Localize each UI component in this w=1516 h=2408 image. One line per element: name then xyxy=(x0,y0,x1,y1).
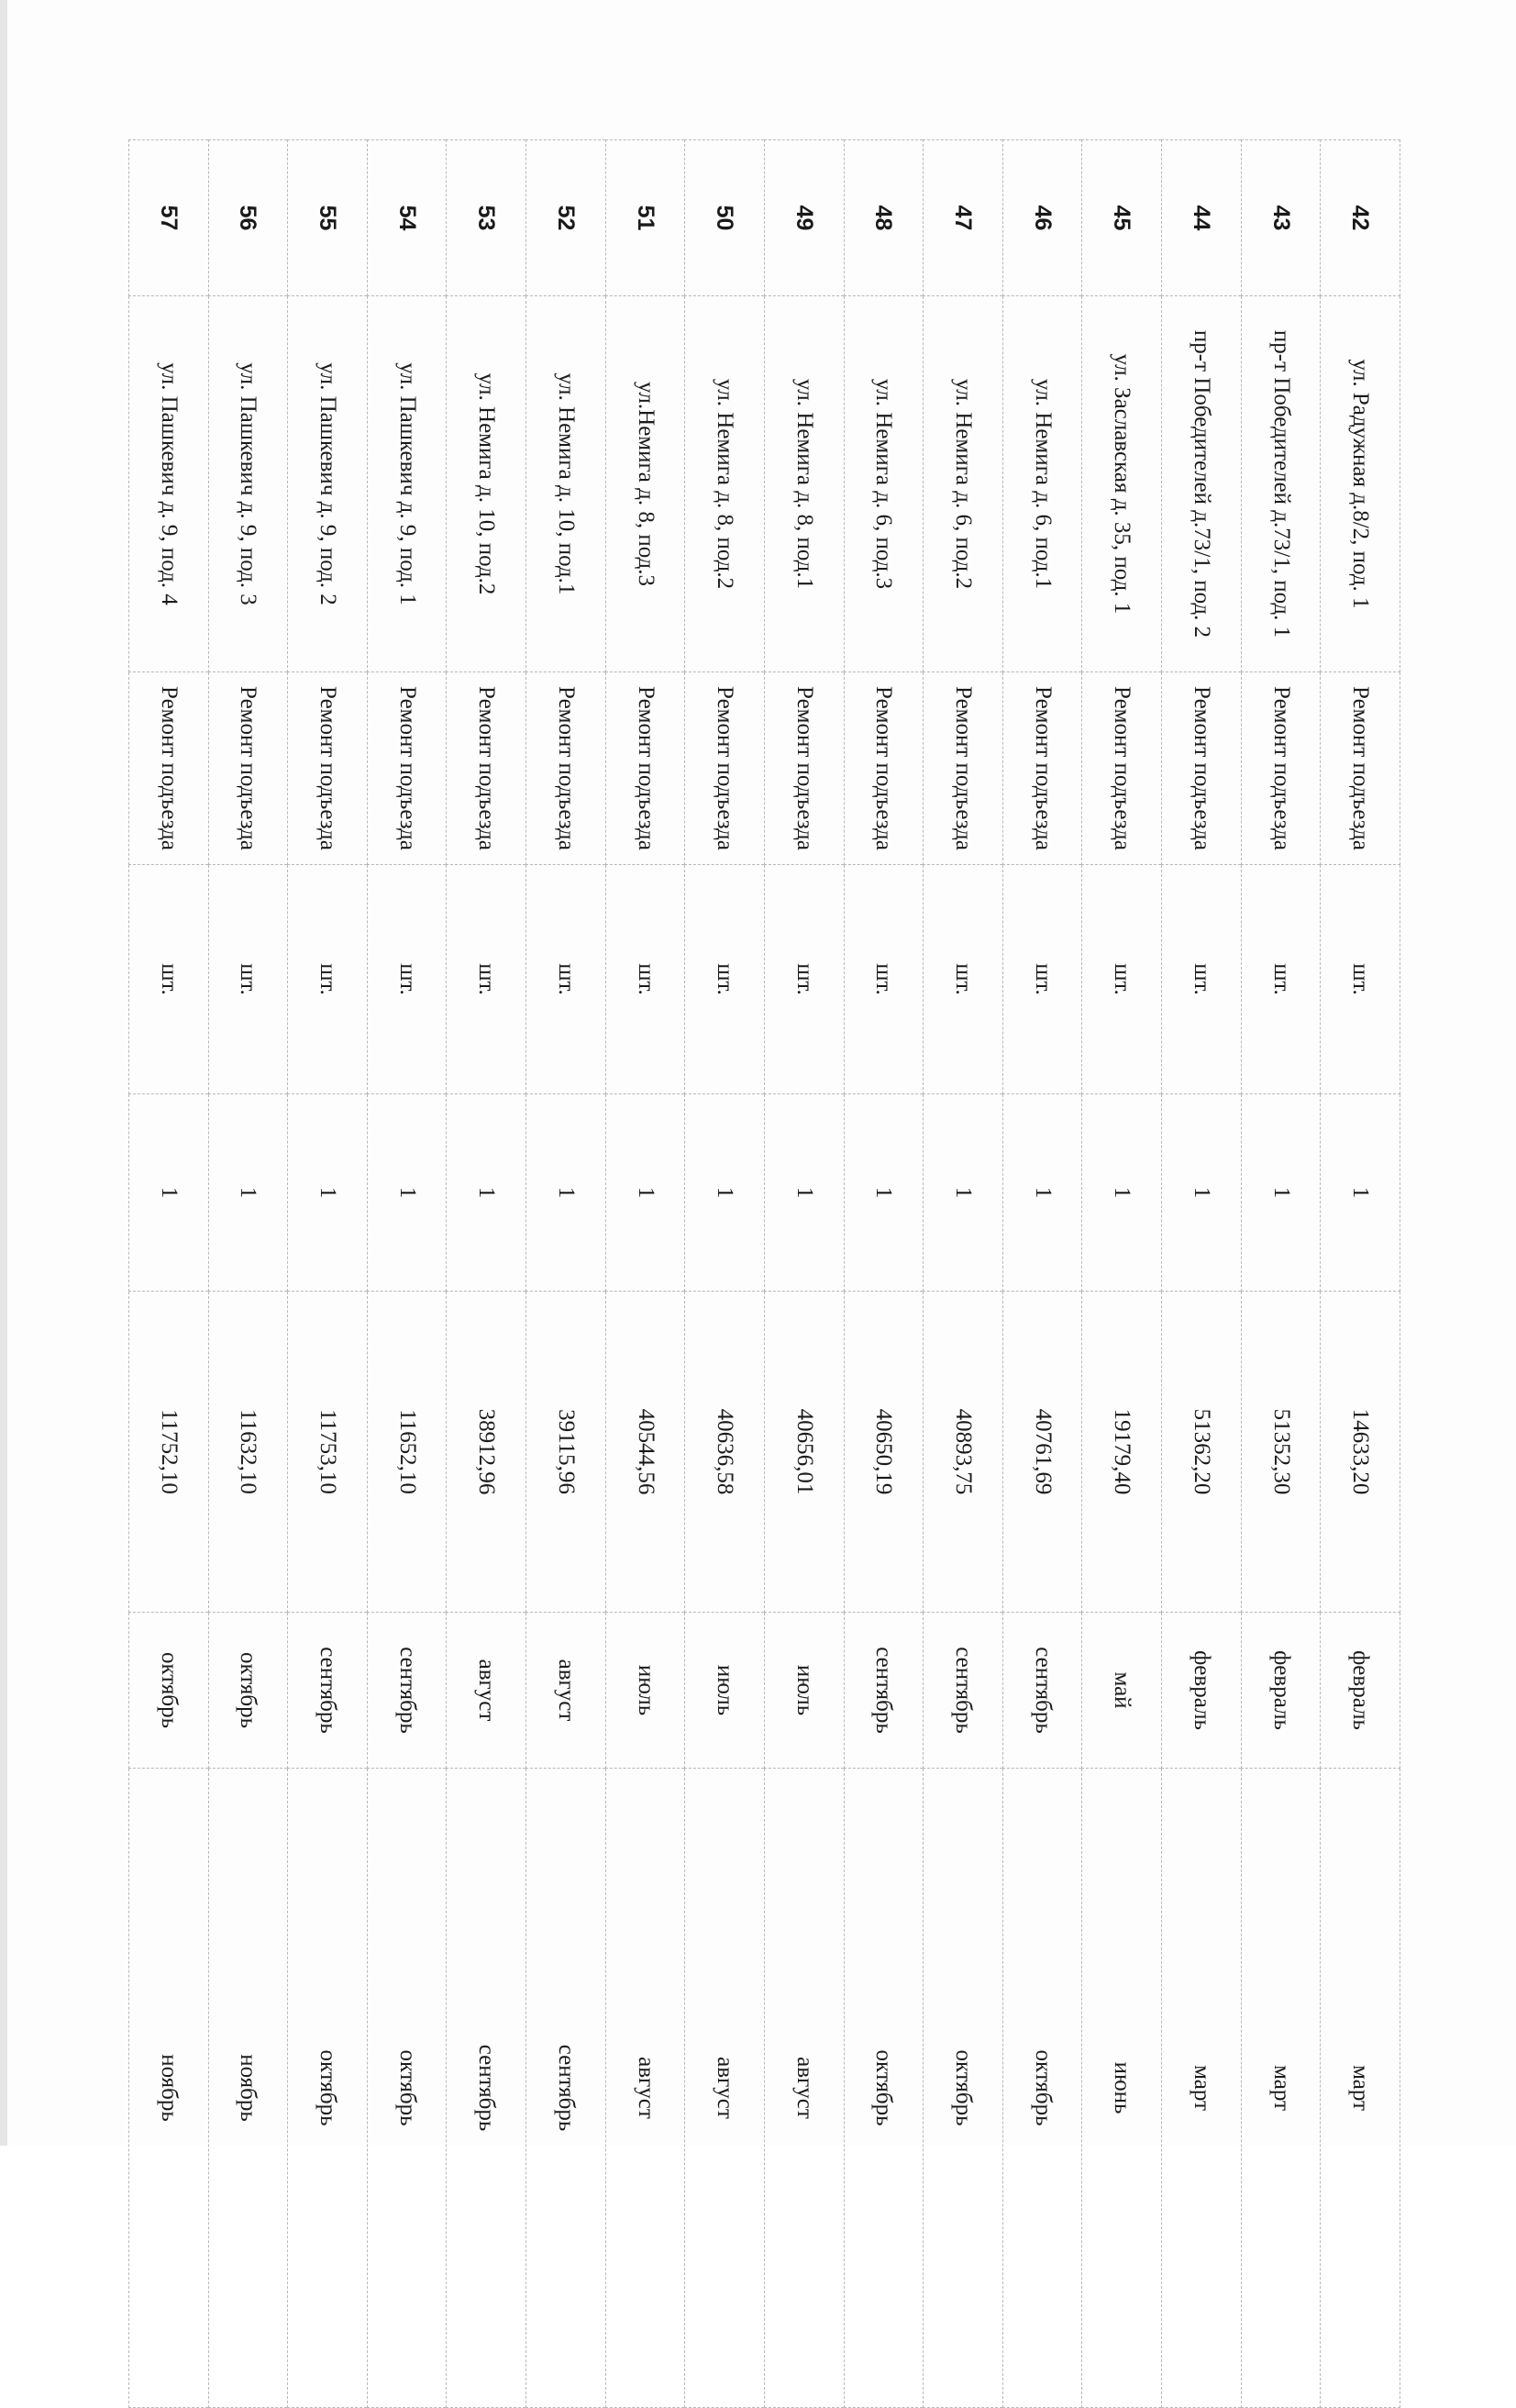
table-row xyxy=(1162,140,1242,2408)
end-month-cell: март xyxy=(1162,1769,1242,2408)
row-number: 48 xyxy=(844,140,924,296)
address-cell: ул. Немига д. 8, под.2 xyxy=(685,296,765,672)
row-number: 53 xyxy=(447,140,526,296)
start-month-cell: июль xyxy=(605,1613,685,1769)
row-number: 52 xyxy=(526,140,606,296)
unit-cell: шт. xyxy=(1002,865,1082,1094)
cost-cell: 11752,10 xyxy=(129,1292,209,1613)
cost-cell: 40650,19 xyxy=(844,1292,924,1613)
cost-cell: 51362,20 xyxy=(1162,1292,1242,1613)
repair-schedule-table xyxy=(128,139,1400,2408)
quantity-cell: 1 xyxy=(1162,1094,1242,1292)
cost-cell: 14633,20 xyxy=(1321,1292,1400,1613)
work-type-cell: Ремонт подъезда xyxy=(1082,672,1162,865)
table-row xyxy=(924,140,1003,2408)
address-cell: ул. Радужная д.8/2, под. 1 xyxy=(1321,296,1400,672)
table-row xyxy=(1321,140,1400,2408)
table-row xyxy=(447,140,526,2408)
work-type-cell: Ремонт подъезда xyxy=(208,672,288,865)
work-type-cell: Ремонт подъезда xyxy=(367,672,447,865)
address-cell: ул. Немига д. 6, под.1 xyxy=(1002,296,1082,672)
end-month-cell: октябрь xyxy=(924,1769,1003,2408)
work-type-cell: Ремонт подъезда xyxy=(129,672,209,865)
start-month-cell: октябрь xyxy=(129,1613,209,1769)
work-type-cell: Ремонт подъезда xyxy=(765,672,845,865)
start-month-cell: август xyxy=(526,1613,606,1769)
cost-cell: 40544,56 xyxy=(605,1292,685,1613)
quantity-cell: 1 xyxy=(208,1094,288,1292)
unit-cell: шт. xyxy=(288,865,368,1094)
cost-cell: 11652,10 xyxy=(367,1292,447,1613)
table-body xyxy=(129,140,1400,2408)
end-month-cell: октябрь xyxy=(367,1769,447,2408)
quantity-cell: 1 xyxy=(129,1094,209,1292)
end-month-cell: сентябрь xyxy=(447,1769,526,2408)
table-row xyxy=(844,140,924,2408)
start-month-cell: май xyxy=(1082,1613,1162,1769)
work-type-cell: Ремонт подъезда xyxy=(288,672,368,865)
quantity-cell: 1 xyxy=(844,1094,924,1292)
cost-cell: 40656,01 xyxy=(765,1292,845,1613)
cost-cell: 11632,10 xyxy=(208,1292,288,1613)
quantity-cell: 1 xyxy=(924,1094,1003,1292)
end-month-cell: октябрь xyxy=(844,1769,924,2408)
unit-cell: шт. xyxy=(605,865,685,1094)
quantity-cell: 1 xyxy=(1082,1094,1162,1292)
row-number: 56 xyxy=(208,140,288,296)
address-cell: ул. Немига д. 10, под.1 xyxy=(526,296,606,672)
end-month-cell: август xyxy=(765,1769,845,2408)
address-cell: ул. Пашкевич д. 9, под. 3 xyxy=(208,296,288,672)
quantity-cell: 1 xyxy=(605,1094,685,1292)
table-row xyxy=(605,140,685,2408)
end-month-cell: август xyxy=(605,1769,685,2408)
address-cell: ул. Немига д. 6, под.2 xyxy=(924,296,1003,672)
end-month-cell: ноябрь xyxy=(129,1769,209,2408)
work-type-cell: Ремонт подъезда xyxy=(1162,672,1242,865)
table-row xyxy=(685,140,765,2408)
address-cell: пр-т Победителей д.73/1, под. 2 xyxy=(1162,296,1242,672)
start-month-cell: июль xyxy=(765,1613,845,1769)
start-month-cell: сентябрь xyxy=(288,1613,368,1769)
cost-cell: 11753,10 xyxy=(288,1292,368,1613)
unit-cell: шт. xyxy=(1241,865,1321,1094)
quantity-cell: 1 xyxy=(367,1094,447,1292)
end-month-cell: август xyxy=(685,1769,765,2408)
unit-cell: шт. xyxy=(447,865,526,1094)
end-month-cell: март xyxy=(1321,1769,1400,2408)
start-month-cell: сентябрь xyxy=(367,1613,447,1769)
table-row xyxy=(288,140,368,2408)
end-month-cell: июнь xyxy=(1082,1769,1162,2408)
end-month-cell: ноябрь xyxy=(208,1769,288,2408)
unit-cell: шт. xyxy=(924,865,1003,1094)
cost-cell: 39115,96 xyxy=(526,1292,606,1613)
work-type-cell: Ремонт подъезда xyxy=(924,672,1003,865)
quantity-cell: 1 xyxy=(526,1094,606,1292)
start-month-cell: июль xyxy=(685,1613,765,1769)
quantity-cell: 1 xyxy=(1002,1094,1082,1292)
address-cell: ул. Пашкевич д. 9, под. 2 xyxy=(288,296,368,672)
work-type-cell: Ремонт подъезда xyxy=(1241,672,1321,865)
end-month-cell: октябрь xyxy=(288,1769,368,2408)
work-type-cell: Ремонт подъезда xyxy=(1321,672,1400,865)
row-number: 47 xyxy=(924,140,1003,296)
work-type-cell: Ремонт подъезда xyxy=(685,672,765,865)
start-month-cell: сентябрь xyxy=(844,1613,924,1769)
unit-cell: шт. xyxy=(765,865,845,1094)
address-cell: ул. Заславская д. 35, под. 1 xyxy=(1082,296,1162,672)
unit-cell: шт. xyxy=(1082,865,1162,1094)
table-row xyxy=(208,140,288,2408)
row-number: 54 xyxy=(367,140,447,296)
table-row xyxy=(129,140,209,2408)
table-row xyxy=(367,140,447,2408)
address-cell: ул. Пашкевич д. 9, под. 1 xyxy=(367,296,447,672)
address-cell: ул. Немига д. 6, под.3 xyxy=(844,296,924,672)
address-cell: ул. Немига д. 10, под.2 xyxy=(447,296,526,672)
cost-cell: 19179,40 xyxy=(1082,1292,1162,1613)
work-type-cell: Ремонт подъезда xyxy=(447,672,526,865)
work-type-cell: Ремонт подъезда xyxy=(844,672,924,865)
cost-cell: 40893,75 xyxy=(924,1292,1003,1613)
unit-cell: шт. xyxy=(526,865,606,1094)
quantity-cell: 1 xyxy=(685,1094,765,1292)
work-type-cell: Ремонт подъезда xyxy=(526,672,606,865)
start-month-cell: август xyxy=(447,1613,526,1769)
row-number: 45 xyxy=(1082,140,1162,296)
quantity-cell: 1 xyxy=(447,1094,526,1292)
quantity-cell: 1 xyxy=(765,1094,845,1292)
quantity-cell: 1 xyxy=(288,1094,368,1292)
work-type-cell: Ремонт подъезда xyxy=(605,672,685,865)
row-number: 46 xyxy=(1002,140,1082,296)
row-number: 42 xyxy=(1321,140,1400,296)
table-row xyxy=(765,140,845,2408)
unit-cell: шт. xyxy=(844,865,924,1094)
cost-cell: 40636,58 xyxy=(685,1292,765,1613)
scan-border xyxy=(0,0,7,2146)
address-cell: ул. Пашкевич д. 9, под. 4 xyxy=(129,296,209,672)
quantity-cell: 1 xyxy=(1241,1094,1321,1292)
table-row xyxy=(1241,140,1321,2408)
table-row xyxy=(526,140,606,2408)
unit-cell: шт. xyxy=(367,865,447,1094)
end-month-cell: март xyxy=(1241,1769,1321,2408)
unit-cell: шт. xyxy=(129,865,209,1094)
address-cell: ул. Немига д. 8, под.1 xyxy=(765,296,845,672)
start-month-cell: сентябрь xyxy=(1002,1613,1082,1769)
row-number: 55 xyxy=(288,140,368,296)
table-row xyxy=(1002,140,1082,2408)
unit-cell: шт. xyxy=(1162,865,1242,1094)
start-month-cell: сентябрь xyxy=(924,1613,1003,1769)
address-cell: ул.Немига д. 8, под.3 xyxy=(605,296,685,672)
quantity-cell: 1 xyxy=(1321,1094,1400,1292)
table-row xyxy=(1082,140,1162,2408)
end-month-cell: сентябрь xyxy=(526,1769,606,2408)
unit-cell: шт. xyxy=(208,865,288,1094)
address-cell: пр-т Победителей д.73/1, под. 1 xyxy=(1241,296,1321,672)
row-number: 57 xyxy=(129,140,209,296)
cost-cell: 51352,30 xyxy=(1241,1292,1321,1613)
start-month-cell: февраль xyxy=(1241,1613,1321,1769)
cost-cell: 38912,96 xyxy=(447,1292,526,1613)
unit-cell: шт. xyxy=(685,865,765,1094)
row-number: 49 xyxy=(765,140,845,296)
row-number: 51 xyxy=(605,140,685,296)
unit-cell: шт. xyxy=(1321,865,1400,1094)
start-month-cell: октябрь xyxy=(208,1613,288,1769)
row-number: 50 xyxy=(685,140,765,296)
start-month-cell: февраль xyxy=(1162,1613,1242,1769)
cost-cell: 40761,69 xyxy=(1002,1292,1082,1613)
start-month-cell: февраль xyxy=(1321,1613,1400,1769)
end-month-cell: октябрь xyxy=(1002,1769,1082,2408)
rotated-table-container xyxy=(128,139,1400,2407)
row-number: 43 xyxy=(1241,140,1321,296)
row-number: 44 xyxy=(1162,140,1242,296)
work-type-cell: Ремонт подъезда xyxy=(1002,672,1082,865)
